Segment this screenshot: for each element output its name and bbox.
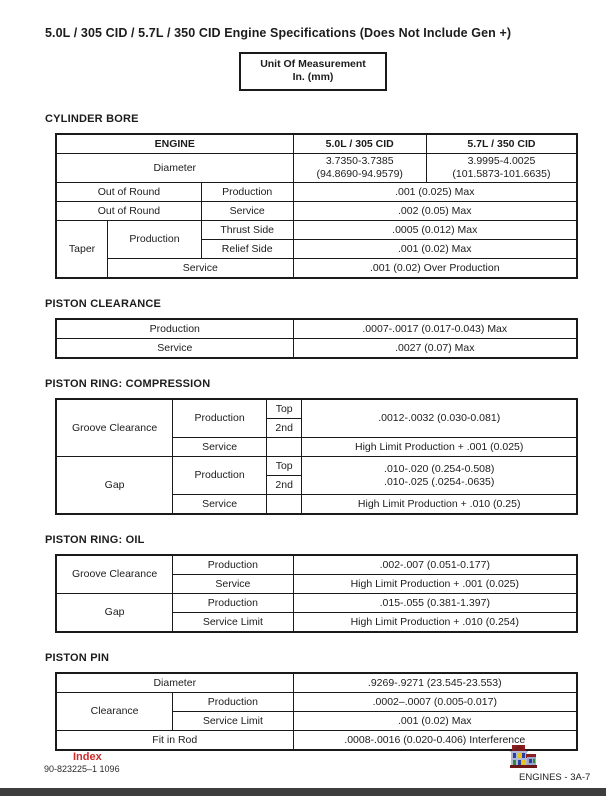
pp-fit-in-rod-value: .0008-.0016 (0.020-0.406) Interference [293,731,577,751]
table-row [56,183,577,202]
diameter-label-cell: Diameter [56,154,293,183]
taper-service-label: Service [108,259,293,279]
ro-groove-service-value: High Limit Production + .001 (0.025) [293,575,577,594]
value-line: 3.9995-4.0025 [467,155,536,167]
oor-production-sub: Production [201,183,293,202]
rc-gap-service-value: High Limit Production + .010 (0.25) [302,495,577,515]
ro-gap-service-limit-label: Service Limit [173,613,293,633]
rc-groove-production-value: .0012-.0032 (0.030-0.081) [302,399,577,438]
oor-production-label: Out of Round [56,183,201,202]
ro-gap-service-limit-value: High Limit Production + .010 (0.254) [293,613,577,633]
ro-groove-label: Groove Clearance [56,555,173,594]
piston-clearance-table [55,318,578,359]
oor-production-value: .001 (0.025) Max [293,183,577,202]
table-row [56,154,577,183]
page-title: 5.0L / 305 CID / 5.7L / 350 CID Engine Specifications (Does Not Include Gen +) [45,26,512,40]
pp-diameter-value: .9269-.9271 (23.545-23.553) [293,673,577,693]
pp-clearance-production-label: Production [173,693,293,712]
engine-header-cell: ENGINE [56,134,293,154]
taper-relief-label: Relief Side [201,240,293,259]
page-reference: ENGINES - 3A-7 [519,772,591,783]
engine-50l-cell: 5.0L / 305 CID [293,134,426,154]
page-edge-band [0,788,606,796]
pc-production-value: .0007-.0017 (0.017-0.043) Max [293,319,577,339]
table-row [56,693,577,712]
section-heading-ring-compression: PISTON RING: COMPRESSION [45,378,211,390]
piston-pin-table [55,672,578,751]
oor-service-sub: Service [201,202,293,221]
ro-groove-production-value: .002-.007 (0.051-0.177) [293,555,577,575]
oor-service-label: Out of Round [56,202,201,221]
value-line: 3.7350-3.7385 [325,155,394,167]
pp-clearance-service-limit-label: Service Limit [173,712,293,731]
table-row [56,319,577,339]
rc-gap-production-value [302,457,577,495]
table-row [56,134,577,154]
index-link[interactable]: Index [73,751,102,763]
taper-relief-value: .001 (0.02) Max [293,240,577,259]
pc-service-value: .0027 (0.07) Max [293,339,577,359]
rc-gap-service-label: Service [173,495,267,515]
taper-label: Taper [56,221,108,279]
ro-groove-service-label: Service [173,575,293,594]
oor-service-value: .002 (0.05) Max [293,202,577,221]
section-heading-cylinder-bore: CYLINDER BORE [45,113,139,125]
section-heading-ring-oil: PISTON RING: OIL [45,534,145,546]
rc-groove-service-label: Service [173,438,267,457]
rc-groove-service-value: High Limit Production + .001 (0.025) [302,438,577,457]
section-heading-piston-clearance: PISTON CLEARANCE [45,298,162,310]
table-row [56,221,577,240]
ro-gap-production-label: Production [173,594,293,613]
pc-production-label: Production [56,319,293,339]
rc-groove-2nd-label: 2nd [266,419,301,438]
table-row [56,259,577,279]
table-row [56,457,577,476]
table-row [56,399,577,419]
value-line: (101.5873-101.6635) [452,168,551,180]
rc-gap-service-spacer [266,495,301,515]
value-line: (94.8690-94.9579) [316,168,403,180]
unit-of-measurement-box [239,52,387,91]
pp-fit-in-rod-label: Fit in Rod [56,731,293,751]
rc-groove-production-label: Production [173,399,267,438]
table-row [56,555,577,575]
diameter-50l-value [293,154,426,183]
ro-groove-production-label: Production [173,555,293,575]
rc-gap-top-label: Top [266,457,301,476]
pc-service-label: Service [56,339,293,359]
table-row [56,339,577,359]
table-row [56,673,577,693]
pp-clearance-label: Clearance [56,693,173,731]
rc-gap-label: Gap [56,457,173,515]
ring-oil-table [55,554,578,633]
rc-gap-production-label: Production [173,457,267,495]
rc-groove-top-label: Top [266,399,301,419]
section-heading-piston-pin: PISTON PIN [45,652,110,664]
taper-thrust-label: Thrust Side [201,221,293,240]
table-row [56,202,577,221]
rc-groove-service-spacer [266,438,301,457]
cylinder-bore-table [55,133,578,279]
ro-gap-label: Gap [56,594,173,633]
page-footer [0,741,606,789]
taper-service-value: .001 (0.02) Over Production [293,259,577,279]
document-number: 90-823225–1 1096 [44,764,120,774]
pp-diameter-label: Diameter [56,673,293,693]
taper-thrust-value: .0005 (0.012) Max [293,221,577,240]
pp-clearance-service-limit-value: .001 (0.02) Max [293,712,577,731]
unit-box-line1: Unit Of Measurement [260,58,366,70]
value-line: .010-.025 (.0254-.0635) [384,475,495,488]
ro-gap-production-value: .015-.055 (0.381-1.397) [293,594,577,613]
value-line: .010-.020 (0.254-0.508) [384,462,495,475]
rc-gap-2nd-label: 2nd [266,476,301,495]
engine-57l-cell: 5.7L / 350 CID [426,134,577,154]
taper-production-label: Production [108,221,202,259]
table-row [56,594,577,613]
pp-clearance-production-value: .0002–.0007 (0.005-0.017) [293,693,577,712]
unit-box-line2: In. (mm) [292,71,334,83]
rc-groove-label: Groove Clearance [56,399,173,457]
ring-compression-table [55,398,578,515]
diameter-57l-value [426,154,577,183]
